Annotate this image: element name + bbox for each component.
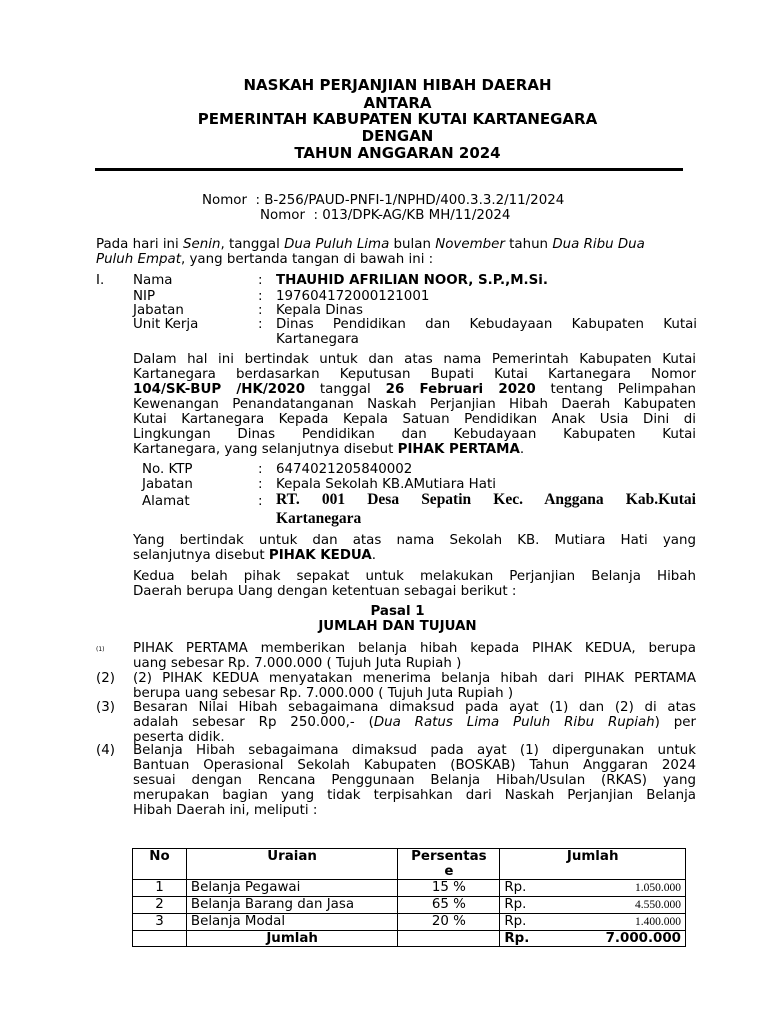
jabatan-value: Kepala Dinas xyxy=(276,303,363,318)
header-jumlah: Jumlah xyxy=(500,849,686,880)
party1-authority-paragraph: Dalam hal ini bertindak untuk dan atas nama Pemerintah Kabupaten Kutai Kartanegara berdasarkan Keputusan Bupati Kutai Kartanegara Nomor 104/SK-BUP /HK/2020 tanggal 26 Februari 2020 tentang Pelimpahan Kewenangan Penandatanganan Naskah Perjanjian Hibah Daerah Kabupaten Kutai Kartanegara Kepada Kepala Satuan Pendidikan Anak Usia Dini di Lingkungan Dinas Pendidikan dan Kebudayaan Kabupaten Kutai Kartanegara, yang selanjutnya disebut PIHAK PERTAMA. xyxy=(133,352,697,457)
party1-roman: I. xyxy=(96,273,105,288)
table-row xyxy=(133,914,686,931)
unit-kerja-value-2: Kartanegara xyxy=(276,332,359,347)
item3-number: (3) xyxy=(96,700,115,715)
title-divider xyxy=(95,168,683,171)
row-persen: 20 % xyxy=(398,914,500,931)
doc-title-line3: PEMERINTAH KABUPATEN KUTAI KARTANEGARA xyxy=(197,110,598,128)
item4-number: (4) xyxy=(96,743,115,758)
row-no: 2 xyxy=(133,897,187,914)
nama-label: Nama xyxy=(133,273,173,288)
item3-text: Besaran Nilai Hibah sebagaimana dimaksud pada ayat (1) dan (2) di atas adalah sebesar Rp 250.000,- (Dua Ratus Lima Puluh Ribu Rupiah) per peserta didik. xyxy=(133,700,696,745)
nip-label: NIP xyxy=(133,289,156,304)
table-total-row xyxy=(133,931,686,947)
item4-text: Belanja Hibah sebagaimana dimaksud pada ayat (1) dipergunakan untuk Bantuan Operasional Sekolah Kabupaten (BOSKAB) Tahun Anggaran 2024 sesuai dengan Rencana Penggunaan Belanja Hibah/Usulan (RKAS) yang merupakan bagian yang tidak terpisahkan dari Naskah Perjanjian Belanja Hibah Daerah ini, meliputi : xyxy=(133,743,696,818)
item2-text: (2) PIHAK KEDUA menyatakan menerima belanja hibah dari PIHAK PERTAMA berupa uang sebesar Rp. 7.000.000 ( Tujuh Juta Rupiah ) xyxy=(133,671,696,701)
table-header-row xyxy=(133,849,686,880)
opening-line2: Puluh Empat, yang bertanda tangan di bawah ini : xyxy=(96,252,434,267)
opening-line1: Pada hari ini Senin, tanggal Dua Puluh Lima bulan November tahun Dua Ribu Dua xyxy=(96,237,645,252)
jabatan-colon: : xyxy=(258,303,263,318)
doc-title-line4: DENGAN xyxy=(361,127,434,145)
row-persen: 15 % xyxy=(398,880,500,897)
item1-number: (1) xyxy=(96,646,105,653)
unit-kerja-label: Unit Kerja xyxy=(133,317,199,332)
total-label: Jumlah xyxy=(186,931,397,947)
row-uraian: Belanja Pegawai xyxy=(186,880,397,897)
nip-value: 197604172000121001 xyxy=(276,289,430,304)
total-empty-persen xyxy=(398,931,500,947)
row-jumlah: Rp. 4.550.000 xyxy=(500,897,686,914)
row-no: 1 xyxy=(133,880,187,897)
ktp-label: No. KTP xyxy=(142,462,193,477)
nomor-second: Nomor : 013/DPK-AG/KB MH/11/2024 xyxy=(260,208,511,223)
doc-title-line1: NASKAH PERJANJIAN HIBAH DAERAH xyxy=(243,76,552,94)
header-uraian: Uraian xyxy=(186,849,397,880)
jabatan2-colon: : xyxy=(258,477,263,492)
row-jumlah: Rp. 1.400.000 xyxy=(500,914,686,931)
item1-text: PIHAK PERTAMA memberikan belanja hibah kepada PIHAK KEDUA, berupa uang sebesar Rp. 7.000.000 ( Tujuh Juta Rupiah ) xyxy=(133,641,696,671)
item2-number: (2) xyxy=(96,671,115,686)
pasal-subtitle: JUMLAH DAN TUJUAN xyxy=(318,619,477,634)
total-empty-cell xyxy=(133,931,187,947)
alamat-colon: : xyxy=(258,494,263,509)
row-no: 3 xyxy=(133,914,187,931)
nomor-first: Nomor : B-256/PAUD-PNFI-1/NPHD/400.3.3.2/11/2024 xyxy=(202,193,565,208)
pasal-title: Pasal 1 xyxy=(370,604,425,619)
table-row xyxy=(133,880,686,897)
unit-kerja-value-1: Dinas Pendidikan dan Kebudayaan Kabupaten Kutai xyxy=(276,317,697,332)
alamat-label: Alamat xyxy=(142,494,190,509)
header-no: No xyxy=(133,849,187,880)
row-uraian: Belanja Modal xyxy=(186,914,397,931)
alamat-value-2: Kartanegara xyxy=(276,510,362,527)
row-uraian: Belanja Barang dan Jasa xyxy=(186,897,397,914)
alamat-value-1: RT. 001 Desa Sepatin Kec. Anggana Kab.Kutai xyxy=(276,491,696,508)
party2-paragraph: Yang bertindak untuk dan atas nama Sekolah KB. Mutiara Hati yang selanjutnya disebut PIHAK KEDUA. xyxy=(133,533,696,563)
ktp-value: 6474021205840002 xyxy=(276,462,413,477)
ktp-colon: : xyxy=(258,462,263,477)
jabatan2-label: Jabatan xyxy=(142,477,193,492)
nama-colon: : xyxy=(258,273,263,288)
budget-table xyxy=(132,848,686,947)
total-jumlah: Rp. 7.000.000 xyxy=(500,931,686,947)
header-persentase: Persentas e xyxy=(398,849,500,880)
agreement-paragraph: Kedua belah pihak sepakat untuk melakukan Perjanjian Belanja Hibah Daerah berupa Uang dengan ketentuan sebagai berikut : xyxy=(133,569,696,599)
table-row xyxy=(133,897,686,914)
row-jumlah: Rp. 1.050.000 xyxy=(500,880,686,897)
unit-kerja-colon: : xyxy=(258,317,263,332)
jabatan-label: Jabatan xyxy=(133,303,184,318)
doc-title-line5: TAHUN ANGGARAN 2024 xyxy=(294,144,501,162)
row-persen: 65 % xyxy=(398,897,500,914)
jabatan2-value: Kepala Sekolah KB.AMutiara Hati xyxy=(276,477,496,492)
nip-colon: : xyxy=(258,289,263,304)
doc-title-line2: ANTARA xyxy=(363,94,432,112)
nama-value: THAUHID AFRILIAN NOOR, S.P.,M.Si. xyxy=(276,273,548,288)
